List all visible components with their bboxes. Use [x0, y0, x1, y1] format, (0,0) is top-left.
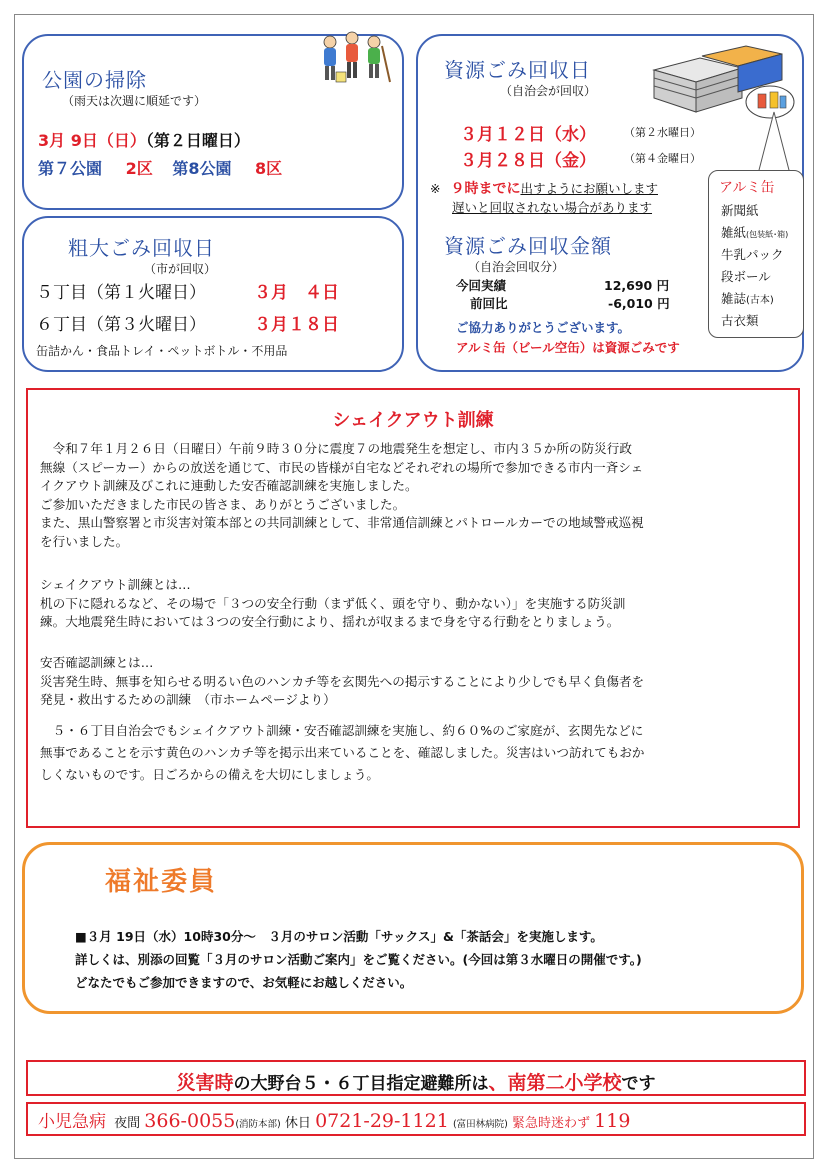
park-cleaning-date: [38, 128, 250, 151]
park-cleaning-note: （雨天は次週に順延です）: [62, 94, 207, 108]
callout-item-5-small: (古本): [746, 295, 774, 306]
evacuation-banner: [26, 1060, 806, 1096]
recyclables-callout: [708, 170, 804, 338]
bulky-row2-label: ６丁目（第３火曜日）: [36, 315, 206, 335]
resource-note: （自治会が回収）: [500, 84, 597, 98]
shakeout-title: シェイクアウト訓練: [332, 410, 494, 431]
night-label: 夜間: [114, 1116, 141, 1131]
amount-title: 資源ごみ回収金額: [444, 234, 612, 258]
shakeout-paragraph-2: シェイクアウト訓練とは… 机の下に隠れるなど、その場で「３つの安全行動（まず低く、頭を守り、動かない）」を実施する防災訓 練。大地震発生時においては３つの安全行動により、揺れが収まるまで身を守る行動をとりましょう。: [40, 577, 626, 630]
park1: 第７公園: [38, 159, 103, 178]
shakeout-paragraph-1: 令和７年１月２６日（日曜日）午前９時３０分に震度７の地震発生を想定し、市内３５か所の防災行政 無線（スピーカー）からの放送を通じて、市民の皆様が自宅などそれぞれの場所で参加できる市内一斉シェ イクアウト訓練及びこれに連動した安否確認訓練を実施しました。 ご参加いただきました市民の皆さま、ありがとうございました。 また、黒山警察署と市災害対策本部との共同訓練として、非常通信訓練とパトロールカーでの地域警戒巡視 を行いました。: [40, 441, 644, 549]
holiday-place: (富田林病院): [452, 1119, 508, 1130]
evacuation-text: [28, 1068, 804, 1095]
night-place: (消防本部): [235, 1119, 281, 1130]
bulky-row2-date: ３月１８日: [254, 315, 339, 335]
night-number: 366-0055: [144, 1110, 236, 1132]
alumi-note: アルミ缶（ビール空缶）は資源ごみです: [456, 340, 680, 355]
bulky-row1-label: ５丁目（第１火曜日）: [36, 283, 206, 303]
shakeout-box: [26, 388, 800, 828]
park-week: （第２日曜日）: [145, 131, 250, 150]
evac-school: 南第二小学校: [507, 1072, 622, 1094]
park-cleaning-title: 公園の掃除: [42, 68, 147, 92]
evac-mid: の大野台５・６丁目指定避難所は: [233, 1074, 489, 1094]
emergency-banner: [26, 1102, 806, 1136]
urgent-number: 119: [594, 1110, 631, 1132]
evac-post: です: [621, 1074, 656, 1094]
warning-rest: 出すようにお願いします: [520, 181, 658, 196]
current-value: 12,690 円: [604, 278, 670, 293]
resource-warning2: 遅いと回収されない場合があります: [452, 200, 653, 215]
callout-title: アルミ缶: [719, 180, 775, 196]
welfare-line-2: 詳しくは、別添の回覧「３月のサロン活動ご案内」をご覧ください。(今回は第３水曜日の開催です。): [75, 952, 642, 967]
callout-item-5-label: 雑誌: [721, 291, 747, 306]
bulky-row1-date: ３月 ４日: [254, 283, 339, 303]
bulky-items: 缶詰かん・食品トレイ・ペットボトル・不用品: [36, 344, 288, 358]
ward1: 2区: [125, 159, 153, 178]
bulky-waste-box: [22, 216, 404, 372]
resource-date1: ３月１２日（水）: [460, 125, 596, 145]
ward2: 8区: [255, 159, 283, 178]
callout-item-2-label: 雑紙: [721, 225, 747, 240]
resource-week1: （第２水曜日）: [624, 126, 701, 139]
holiday-label: 休日: [284, 1116, 311, 1131]
shakeout-paragraph-4: ５・６丁目自治会でもシェイクアウト訓練・安否確認訓練を実施し、約６０%のご家庭が、玄関先などに 無事であることを示す黄色のハンカチ等を掲示出来ていることを、確認しました。災害はいつ訪れてもおか しくないものです。日ごろからの備えを大切にしましょう。: [40, 723, 645, 782]
resource-title: 資源ごみ回収日: [444, 58, 591, 82]
prev-value: -6,010 円: [608, 296, 670, 311]
emergency-text: [38, 1107, 630, 1132]
welfare-line-3: どなたでもご参加できますので、お気軽にお越しください。: [75, 975, 413, 990]
prev-label: 前回比: [470, 296, 508, 311]
bulky-waste-note: （市が回収）: [144, 262, 217, 276]
park2: 第8公園: [172, 159, 232, 178]
welfare-title: 福祉委員: [105, 867, 218, 897]
amount-note: （自治会回収分）: [468, 260, 565, 274]
welfare-line-1: ■３月 19日（水）10時30分～ ３月のサロン活動「サックス」&「茶話会」を実施します。: [75, 929, 603, 944]
holiday-number: 0721-29-1121: [315, 1110, 449, 1132]
callout-item-5: [721, 289, 774, 307]
callout-item-2-small: (包装紙･箱): [746, 230, 789, 239]
callout-item-3: 牛乳パック: [721, 247, 784, 262]
thanks-text: ご協力ありがとうございます。: [456, 320, 631, 335]
resource-week2: （第４金曜日）: [624, 152, 701, 165]
bulky-waste-title: 粗大ごみ回収日: [68, 236, 215, 260]
callout-item-1: 新聞紙: [721, 203, 759, 218]
callout-item-4: 段ボール: [721, 269, 771, 284]
callout-pointer: [752, 110, 802, 174]
park-assignments: [38, 156, 282, 179]
urgent-label: 緊急時迷わず: [512, 1116, 591, 1131]
emergency-title: 小児急病: [38, 1112, 106, 1132]
evac-pre: 災害時: [176, 1072, 234, 1094]
shakeout-paragraph-3: 安否確認訓練とは… 災害発生時、無事を知らせる明るい色のハンカチ等を玄関先への掲示することにより少しでも早く負傷者を 発見・救出するための訓練 （市ホームページより）: [40, 655, 645, 708]
callout-item-6: 古衣類: [721, 313, 759, 328]
evac-comma: 、: [488, 1072, 508, 1094]
warning-mark: ※: [430, 181, 441, 196]
newspaper-bundle-illustration: [650, 40, 798, 120]
warning-time: ９時までに: [450, 181, 521, 197]
callout-item-2: [721, 223, 788, 241]
resource-warning: [430, 178, 658, 198]
resource-date2: ３月２８日（金）: [460, 151, 596, 171]
current-label: 今回実績: [456, 278, 507, 293]
cleaning-people-illustration: [316, 30, 394, 86]
welfare-box: [22, 842, 804, 1014]
park-date: 3月 9日（日）: [38, 131, 146, 150]
